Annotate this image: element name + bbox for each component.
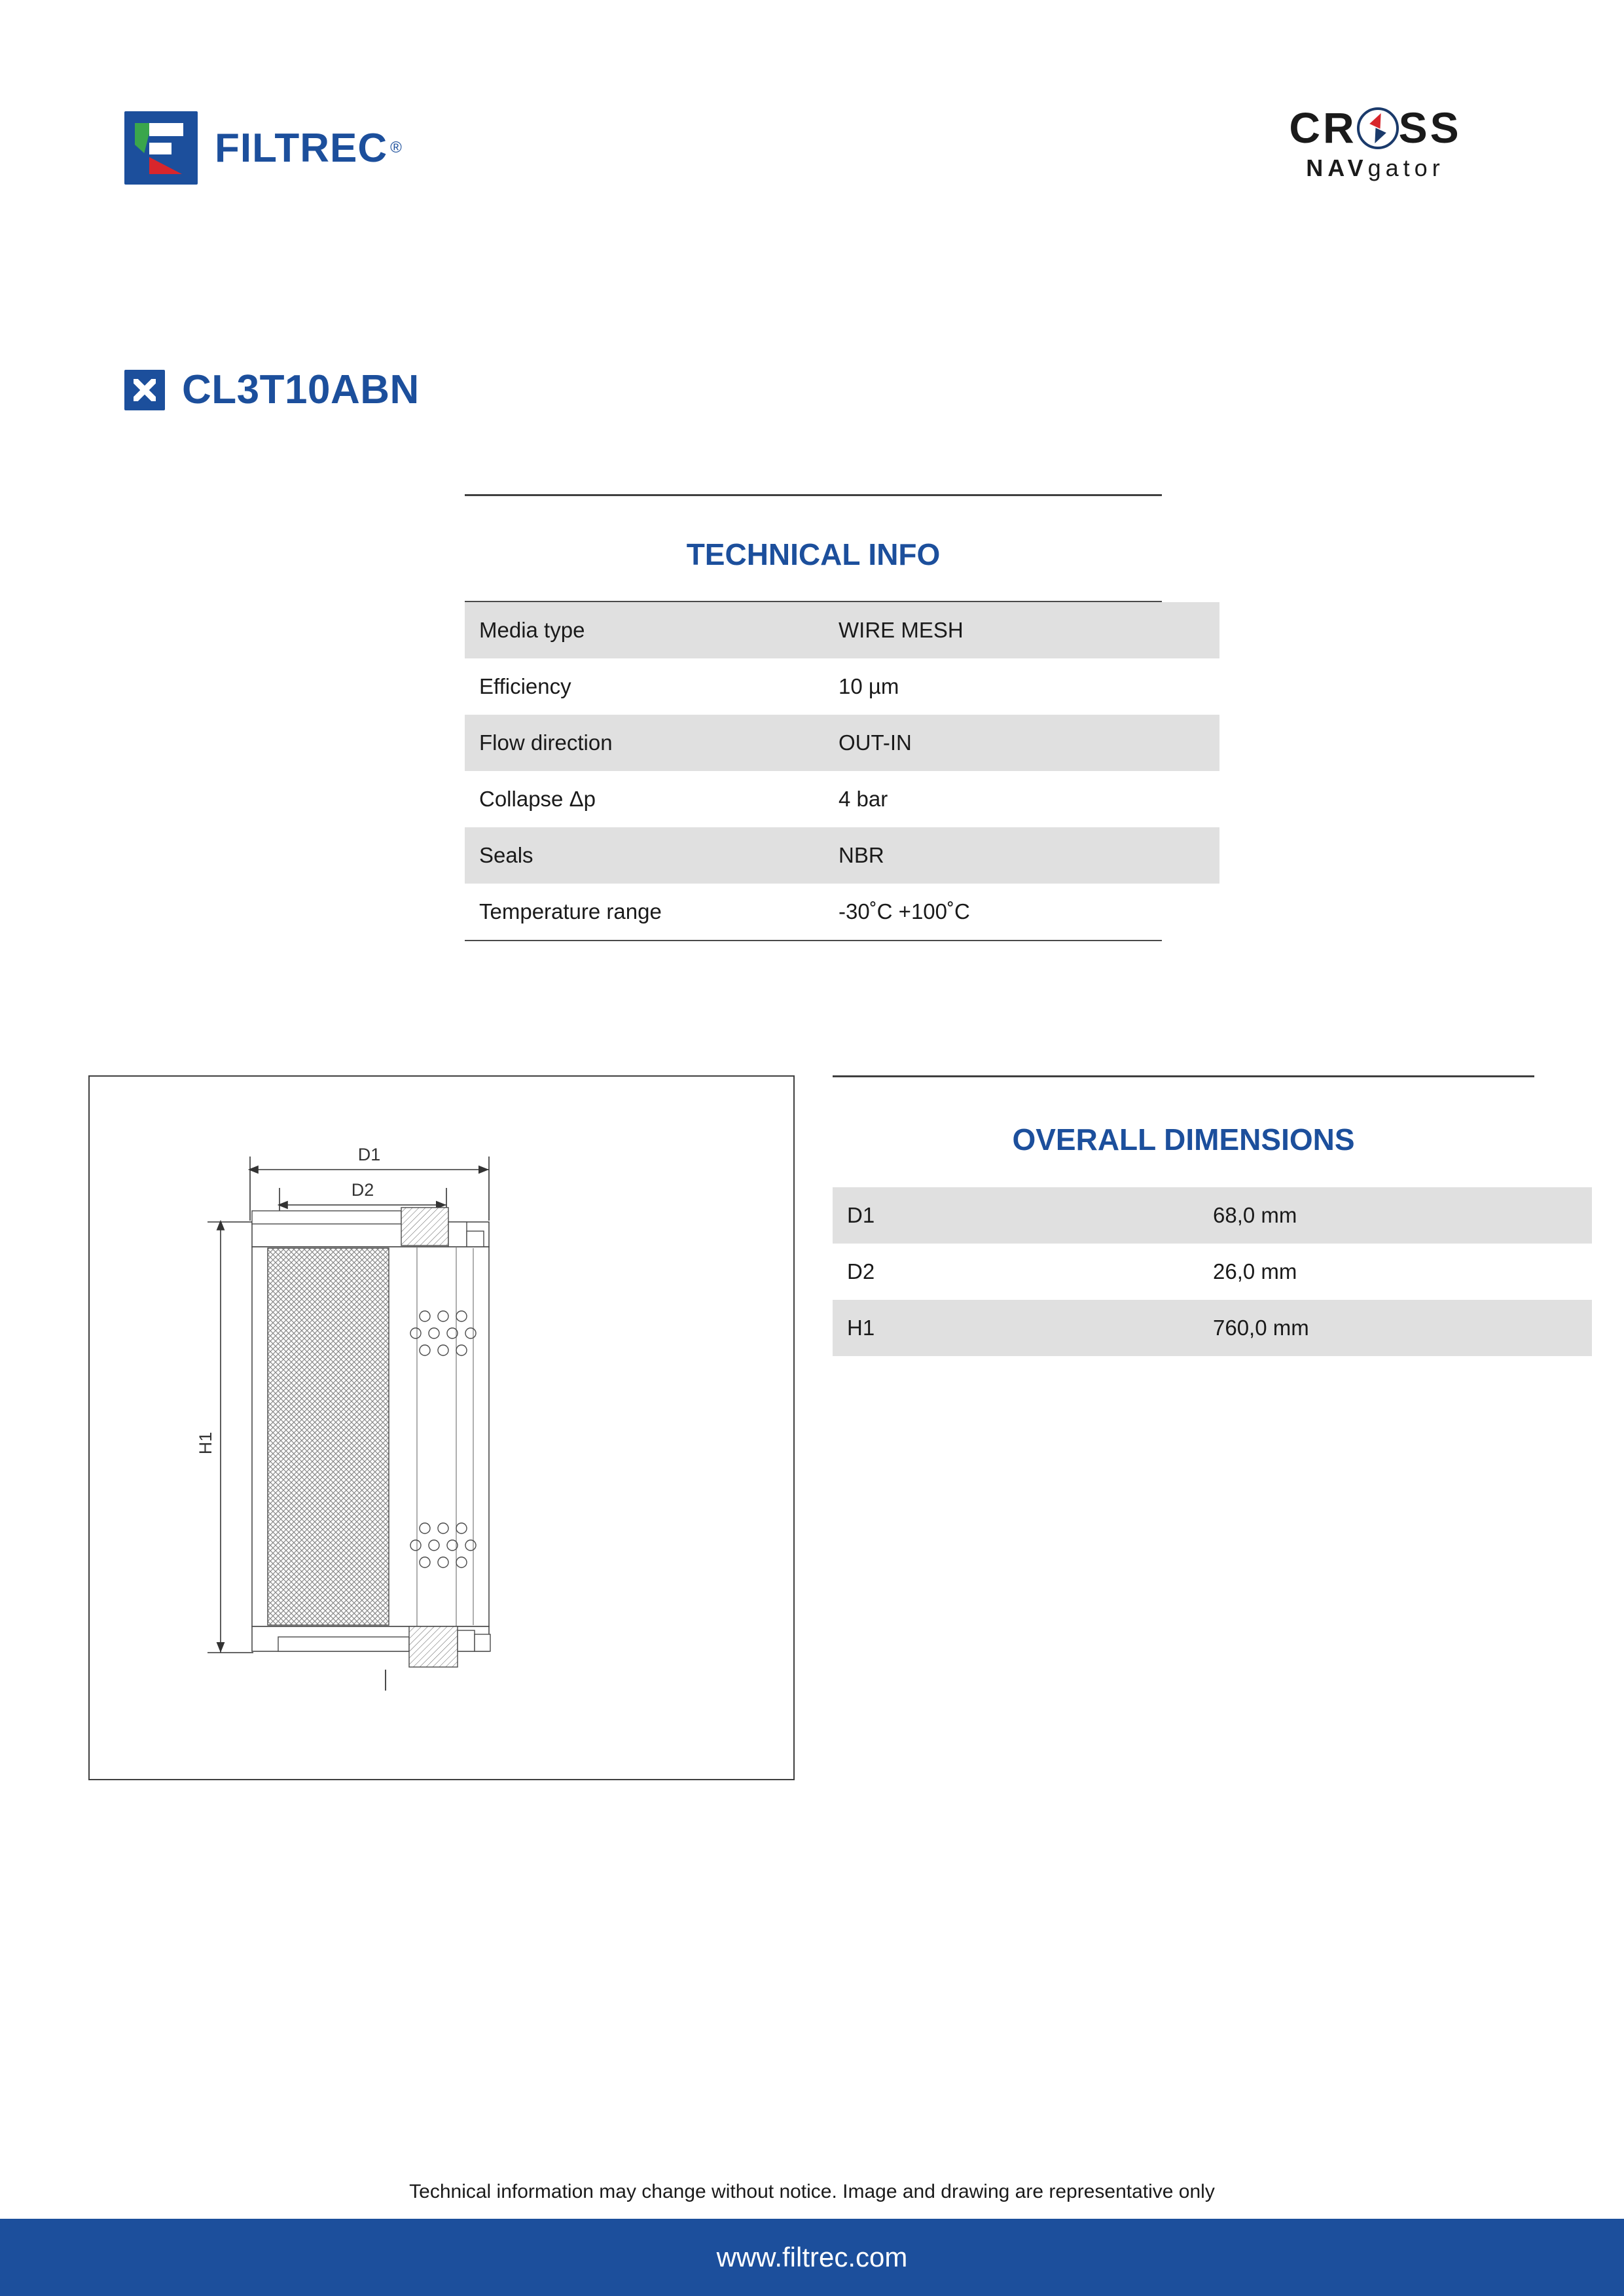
row-key: Flow direction [465, 715, 824, 771]
row-value: WIRE MESH [824, 602, 1219, 658]
row-key: Efficiency [479, 674, 571, 698]
filtrec-logo [124, 111, 402, 185]
row-key: H1 [833, 1300, 1199, 1356]
page-title [124, 367, 420, 413]
table-row [465, 884, 1219, 940]
table-row [465, 658, 1219, 715]
product-icon [124, 370, 165, 410]
crossnav-line2-suffix: gator [1367, 154, 1445, 181]
footer-bar [0, 2219, 1624, 2296]
table-bottom-rule [465, 940, 1162, 941]
technical-info-table [465, 602, 1219, 940]
dim-label-d2: D2 [351, 1180, 374, 1200]
technical-info-heading: TECHNICAL INFO [686, 537, 941, 571]
row-key: D1 [833, 1187, 1199, 1244]
row-value: 4 bar [839, 787, 888, 811]
crossnav-line2-prefix: NAV [1306, 154, 1368, 181]
website-link[interactable]: www.filtrec.com [716, 2242, 908, 2272]
section-divider [833, 1075, 1534, 1077]
row-value: 760,0 mm [1199, 1300, 1592, 1356]
page-header [0, 105, 1624, 223]
product-code: CL3T10ABN [182, 367, 420, 412]
row-key: D2 [847, 1259, 875, 1283]
row-value: 68,0 mm [1199, 1187, 1592, 1244]
drawing-svg [90, 1077, 791, 1776]
overall-dimensions-table [833, 1187, 1592, 1356]
row-value: 10 µm [839, 674, 899, 698]
crossnav-line1-left: CR [1289, 103, 1357, 152]
cross-navigator-logo [1251, 105, 1500, 182]
table-row [833, 1244, 1592, 1300]
overall-dimensions-section [833, 1075, 1534, 1356]
row-key: Media type [465, 602, 824, 658]
table-row [465, 771, 1219, 827]
crossnav-line1-right: SS [1398, 103, 1462, 152]
filtrec-logo-icon [124, 111, 198, 185]
technical-info-section [465, 494, 1162, 941]
dim-label-h1: H1 [196, 1431, 215, 1455]
table-row [465, 827, 1219, 884]
row-value: 26,0 mm [1213, 1259, 1297, 1283]
table-row [465, 602, 1219, 658]
row-key: Seals [465, 827, 824, 884]
row-value: OUT-IN [824, 715, 1219, 771]
row-key: Collapse Δp [479, 787, 596, 811]
registered-mark: ® [390, 139, 402, 156]
table-row [833, 1300, 1592, 1356]
table-row [833, 1187, 1592, 1244]
row-value: -30˚C +100˚C [839, 899, 970, 924]
row-value: NBR [824, 827, 1219, 884]
disclaimer-text: Technical information may change without notice. Image and drawing are representative only [409, 2181, 1215, 2202]
overall-dimensions-heading: OVERALL DIMENSIONS [1012, 1122, 1355, 1157]
brand-name: FILTREC [215, 125, 388, 171]
product-drawing [88, 1075, 795, 1780]
section-divider [465, 494, 1162, 496]
row-key: Temperature range [479, 899, 662, 924]
dim-label-d1: D1 [357, 1145, 381, 1164]
table-row [465, 715, 1219, 771]
compass-icon [1357, 107, 1399, 149]
